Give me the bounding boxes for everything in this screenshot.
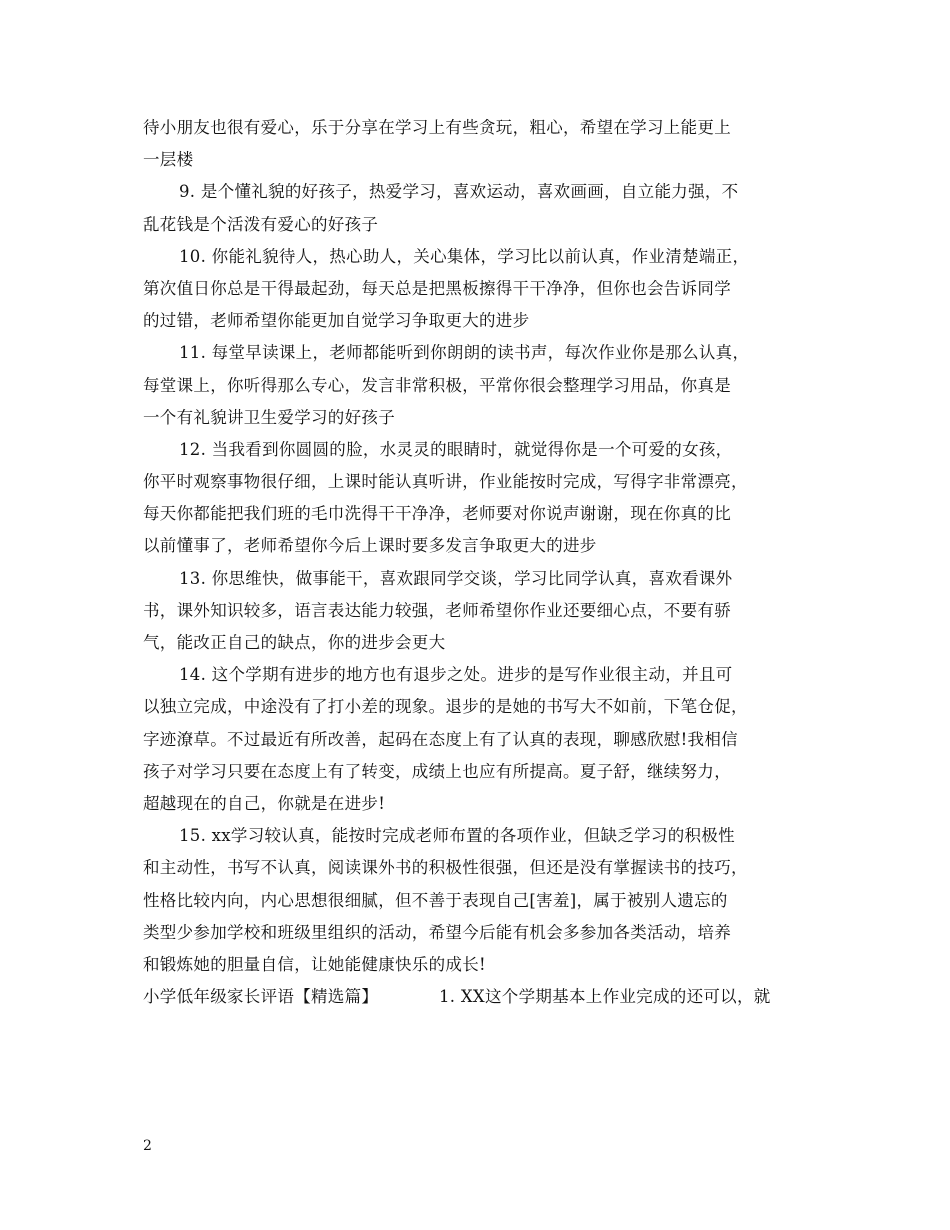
text-line: 字迹潦草。不过最近有所改善，起码在态度上有了认真的表现，聊感欣慰!我相信 bbox=[143, 729, 738, 749]
text-line: 性格比较内向，内心思想很细腻，但不善于表现自己[害羞]，属于被别人遗忘的 bbox=[143, 890, 728, 910]
page-number: 2 bbox=[143, 1138, 152, 1154]
text-line-item-14: 14. 这个学期有进步的地方也有退步之处。进步的是写作业很主动，并且可 bbox=[179, 665, 733, 685]
text-line: 和锻炼她的胆量自信，让她能健康快乐的成长! bbox=[143, 954, 486, 974]
text-line: 乱花钱是个活泼有爱心的好孩子 bbox=[143, 214, 379, 234]
text-line: 每天你都能把我们班的毛巾洗得干干净净，老师要对你说声谢谢，现在你真的比 bbox=[143, 504, 731, 524]
text-line: 书，课外知识较多，语言表达能力较强，老师希望你作业还要细心点，不要有骄 bbox=[143, 600, 731, 620]
text-line: 一个有礼貌讲卫生爱学习的好孩子 bbox=[143, 407, 395, 427]
text-line: 每堂课上，你听得那么专心，发言非常积极，平常你很会整理学习用品，你真是 bbox=[143, 375, 731, 395]
text-line-item-13: 13. 你思维快，做事能干，喜欢跟同学交谈，学习比同学认真，喜欢看课外 bbox=[179, 568, 733, 588]
section-first-item: 1. XX这个学期基本上作业完成的还可以，就 bbox=[439, 987, 771, 1007]
text-line-item-11: 11. 每堂早读课上，老师都能听到你朗朗的读书声，每次作业你是那么认真， bbox=[179, 343, 750, 363]
document-body bbox=[143, 112, 823, 1013]
text-line-item-15: 15. xx学习较认真，能按时完成老师布置的各项作业，但缺乏学习的积极性 bbox=[179, 826, 735, 846]
text-line: 孩子对学习只要在态度上有了转变，成绩上也应有所提高。夏子舒，继续努力， bbox=[143, 761, 731, 781]
text-line: 你平时观察事物很仔细，上课时能认真听讲，作业能按时完成，写得字非常漂亮， bbox=[143, 472, 748, 492]
text-line-item-9: 9. 是个懂礼貌的好孩子，热爱学习，喜欢运动，喜欢画画，自立能力强，不 bbox=[179, 182, 739, 202]
text-line: 待小朋友也很有爱心，乐于分享在学习上有些贪玩，粗心，希望在学习上能更上 bbox=[143, 118, 731, 137]
text-line-item-10: 10. 你能礼貌待人，热心助人，关心集体，学习比以前认真，作业清楚端正， bbox=[179, 246, 750, 266]
text-line: 以独立完成，中途没有了打小差的现象。退步的是她的书写大不如前，下笔仓促， bbox=[143, 697, 748, 717]
section-heading: 小学低年级家长评语【精选篇】 bbox=[143, 987, 379, 1007]
text-line: 和主动性，书写不认真，阅读课外书的积极性很强，但还是没有掌握读书的技巧， bbox=[143, 858, 748, 878]
text-line: 以前懂事了，老师希望你今后上课时要多发言争取更大的进步 bbox=[143, 536, 597, 556]
text-line: 气，能改正自己的缺点，你的进步会更大 bbox=[143, 633, 446, 652]
text-line: 超越现在的自己，你就是在进步! bbox=[143, 793, 386, 813]
text-line: 一层楼 bbox=[143, 150, 194, 170]
text-line: 的过错，老师希望你能更加自觉学习争取更大的进步 bbox=[143, 311, 530, 331]
text-line-item-12: 12. 当我看到你圆圆的脸，水灵灵的眼睛时，就觉得你是一个可爱的女孩， bbox=[179, 439, 733, 459]
text-line: 类型少参加学校和班级里组织的活动，希望今后能有机会多参加各类活动，培养 bbox=[143, 922, 731, 942]
section-heading-line bbox=[143, 981, 823, 1013]
text-line: 第次值日你总是干得最起劲，每天总是把黑板擦得干干净净，但你也会告诉同学 bbox=[143, 278, 731, 298]
